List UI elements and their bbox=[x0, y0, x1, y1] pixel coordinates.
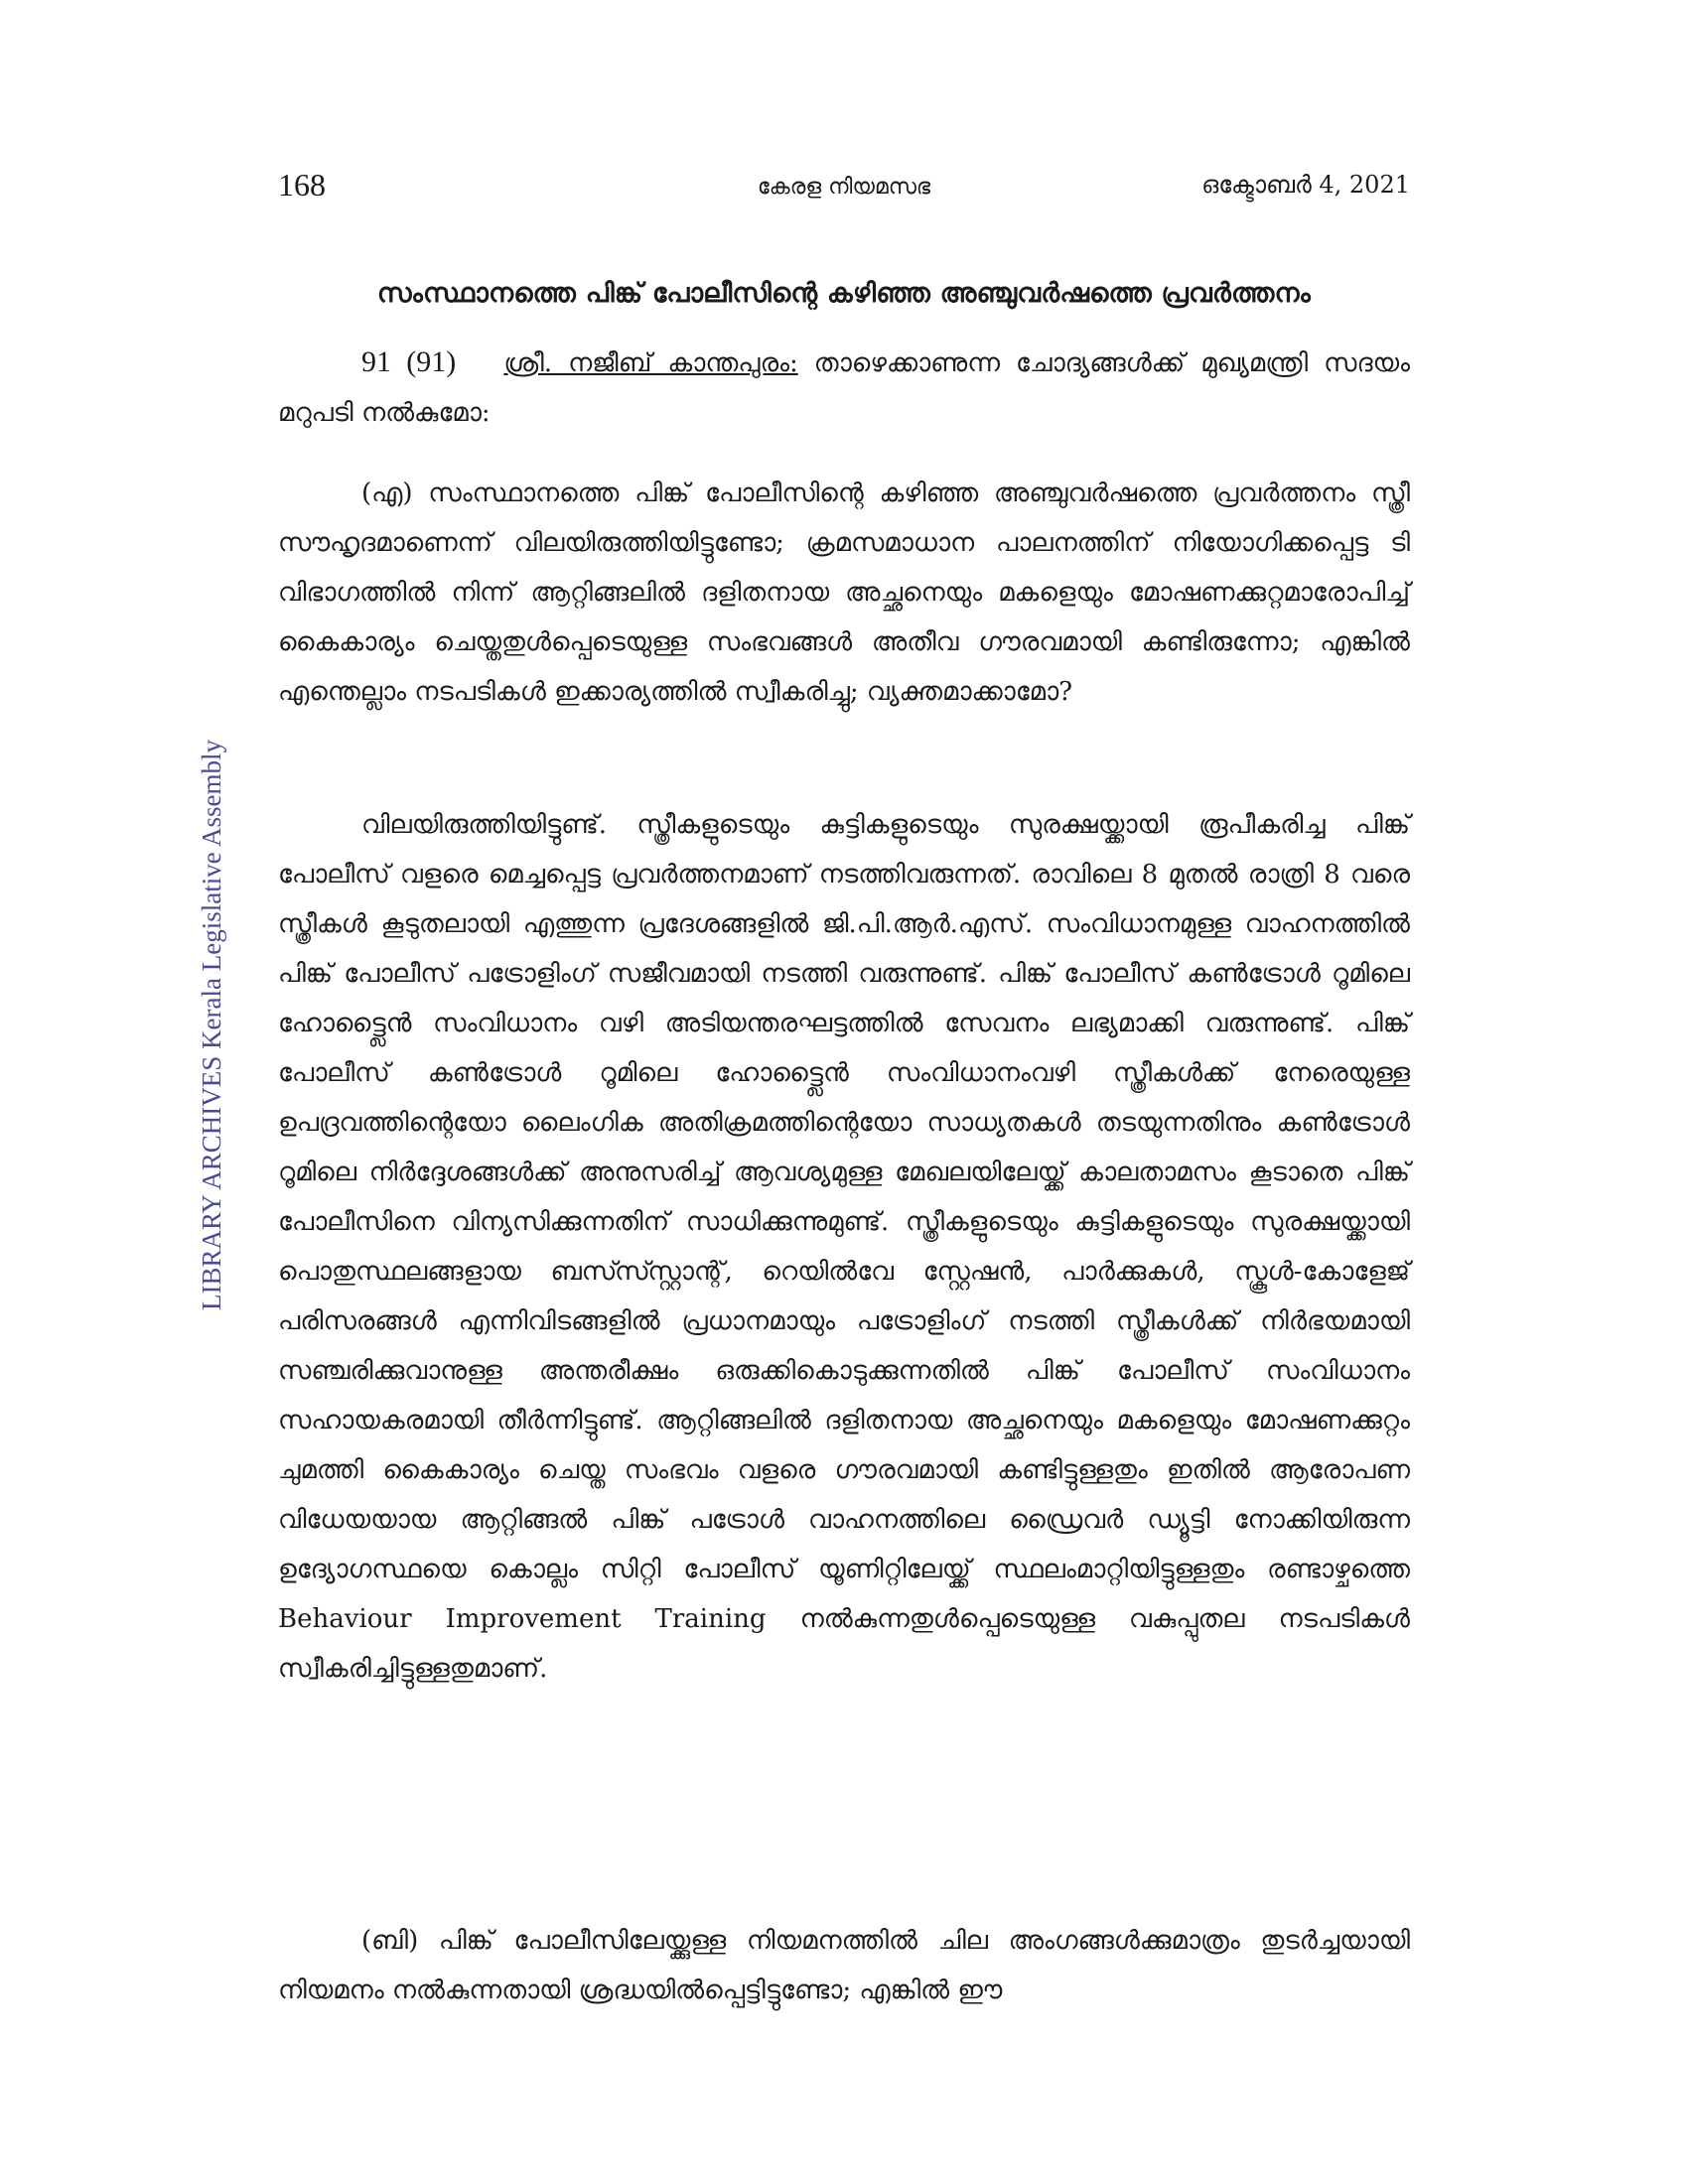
question-part-b-text: (ബി) പിങ്ക് പോലീസിലേയ്ക്കുള്ള നിയമനത്തിൽ ചില അംഗങ്ങൾക്കുമാത്രം തുടർച്ചയായി നിയമനം നൽകുന്നതായി ശ്രദ്ധയിൽപ്പെട്ടിട്ടുണ്ടോ; എങ്കിൽ ഈ bbox=[278, 1926, 1410, 2005]
question-part-a bbox=[278, 469, 1410, 717]
question-intro bbox=[278, 338, 1410, 438]
assembly-name: കേരള നിയമസഭ bbox=[757, 175, 931, 200]
running-header bbox=[278, 167, 1410, 216]
answer-part-a-text: വിലയിരുത്തിയിട്ടുണ്ട്. സ്ത്രീകളുടെയും കുട്ടികളുടെയും സുരക്ഷയ്ക്കായി രൂപീകരിച്ച പിങ്ക് പോലീസ് വളരെ മെച്ചപ്പെട്ട പ്രവർത്തനമാണ് നടത്തിവരുന്നത്. രാവിലെ 8 മുതൽ രാത്രി 8 വരെ സ്ത്രീകൾ കൂടുതലായി എത്തുന്ന പ്രദേശങ്ങളിൽ ജി.പി.ആർ.എസ്. സംവിധാനമുള്ള വാഹനത്തിൽ പിങ്ക് പോലീസ് പട്രോളിംഗ് സജീവമായി നടത്തി വരുന്നുണ്ട്. പിങ്ക് പോലീസ് കൺട്രോൾ റൂമിലെ ഹോട്ട്ലൈൻ സംവിധാനം വഴി അടിയന്തരഘട്ടത്തിൽ സേവനം ലഭ്യമാക്കി വരുന്നുണ്ട്. പിങ്ക് പോലീസ് കൺട്രോൾ റൂമിലെ ഹോട്ട്ലൈൻ സംവിധാനംവഴി സ്ത്രീകൾക്ക് നേരെയുള്ള ഉപദ്രവത്തിന്റെയോ ലൈംഗിക അതിക്രമത്തിന്റെയോ സാധ്യതകൾ തടയുന്നതിനും കൺട്രോൾ റൂമിലെ നിർദ്ദേശങ്ങൾക്ക് അനുസരിച്ച് ആവശ്യമുള്ള മേഖലയിലേയ്ക്ക് കാലതാമസം കൂടാതെ പിങ്ക് പോലീസിനെ വിന്യസിക്കുന്നതിന് സാധിക്കുന്നുമുണ്ട്. സ്ത്രീകളുടെയും കുട്ടികളുടെയും സുരക്ഷയ്ക്കായി പൊതുസ്ഥലങ്ങളായ ബസ്സ്സ്റ്റാന്റ്, റെയിൽവേ സ്റ്റേഷൻ, പാർക്കുകൾ, സ്കൂൾ-കോളേജ് പരിസരങ്ങൾ എന്നിവിടങ്ങളിൽ പ്രധാനമായും പട്രോളിംഗ് നടത്തി സ്ത്രീകൾക്ക് നിർഭയമായി സഞ്ചരിക്കുവാനുള്ള അന്തരീക്ഷം ഒരുക്കികൊടുക്കുന്നതിൽ പിങ്ക് പോലീസ് സംവിധാനം സഹായകരമായി തീർന്നിട്ടുണ്ട്. ആറ്റിങ്ങലിൽ ദളിതനായ അച്ഛനെയും മകളെയും മോഷണക്കുറ്റം ചുമത്തി കൈകാര്യം ചെയ്ത സംഭവം വളരെ ഗൗരവമായി കണ്ടിട്ടുള്ളതും ഇതിൽ ആരോപണ വിധേയയായ ആറ്റിങ്ങൽ പിങ്ക് പട്രോൾ വാഹനത്തിലെ ഡ്രൈവർ ഡ്യൂട്ടി നോക്കിയിരുന്ന ഉദ്യോഗസ്ഥയെ കൊല്ലം സിറ്റി പോലീസ് യൂണിറ്റിലേയ്ക്ക് സ്ഥലംമാറ്റിയിട്ടുള്ളതും രണ്ടാഴ്ചത്തെ Behaviour Improvement Training നൽകുന്നതുൾപ്പെടെയുള്ള വകുപ്പുതല നടപടികൾ സ്വീകരിച്ചിട്ടുള്ളതുമാണ്. bbox=[278, 810, 1410, 1684]
section-title: സംസ്ഥാനത്തെ പിങ്ക് പോലീസിന്റെ കഴിഞ്ഞ അഞ്ചുവർഷത്തെ പ്രവർത്തനം bbox=[376, 278, 1312, 309]
question-part-b bbox=[278, 1916, 1410, 2015]
question-number: 91 (91) bbox=[361, 345, 457, 378]
answer-part-a bbox=[278, 800, 1410, 1694]
question-part-a-text: (എ) സംസ്ഥാനത്തെ പിങ്ക് പോലീസിന്റെ കഴിഞ്ഞ അഞ്ചുവർഷത്തെ പ്രവർത്തനം സ്ത്രീ സൗഹൃദമാണെന്ന് വിലയിരുത്തിയിട്ടുണ്ടോ; ക്രമസമാധാന പാലനത്തിന് നിയോഗിക്കപ്പെട്ട ടി വിഭാഗത്തിൽ നിന്ന് ആറ്റിങ്ങലിൽ ദളിതനായ അച്ഛനെയും മകളെയും മോഷണക്കുറ്റമാരോപിച്ച് കൈകാര്യം ചെയ്തതുൾപ്പെടെയുള്ള സംഭവങ്ങൾ അതീവ ഗൗരവമായി കണ്ടിരുന്നോ; എങ്കിൽ എന്തെല്ലാം നടപടികൾ ഇക്കാര്യത്തിൽ സ്വീകരിച്ചു; വ്യക്തമാക്കാമോ? bbox=[278, 478, 1410, 707]
archive-watermark: LIBRARY ARCHIVES Kerala Legislative Assembly bbox=[197, 740, 226, 1310]
header-date: ഒക്ടോബർ 4, 2021 bbox=[1201, 171, 1410, 199]
member-name: ശ്രീ. നജീബ് കാന്തപുരം: bbox=[503, 348, 798, 378]
page-number: 168 bbox=[278, 167, 326, 203]
question-intro-text: താഴെക്കാണുന്ന ചോദ്യങ്ങൾക്ക് മുഖ്യമന്ത്രി സദയം മറുപടി നൽകുമോ: bbox=[278, 348, 1411, 428]
